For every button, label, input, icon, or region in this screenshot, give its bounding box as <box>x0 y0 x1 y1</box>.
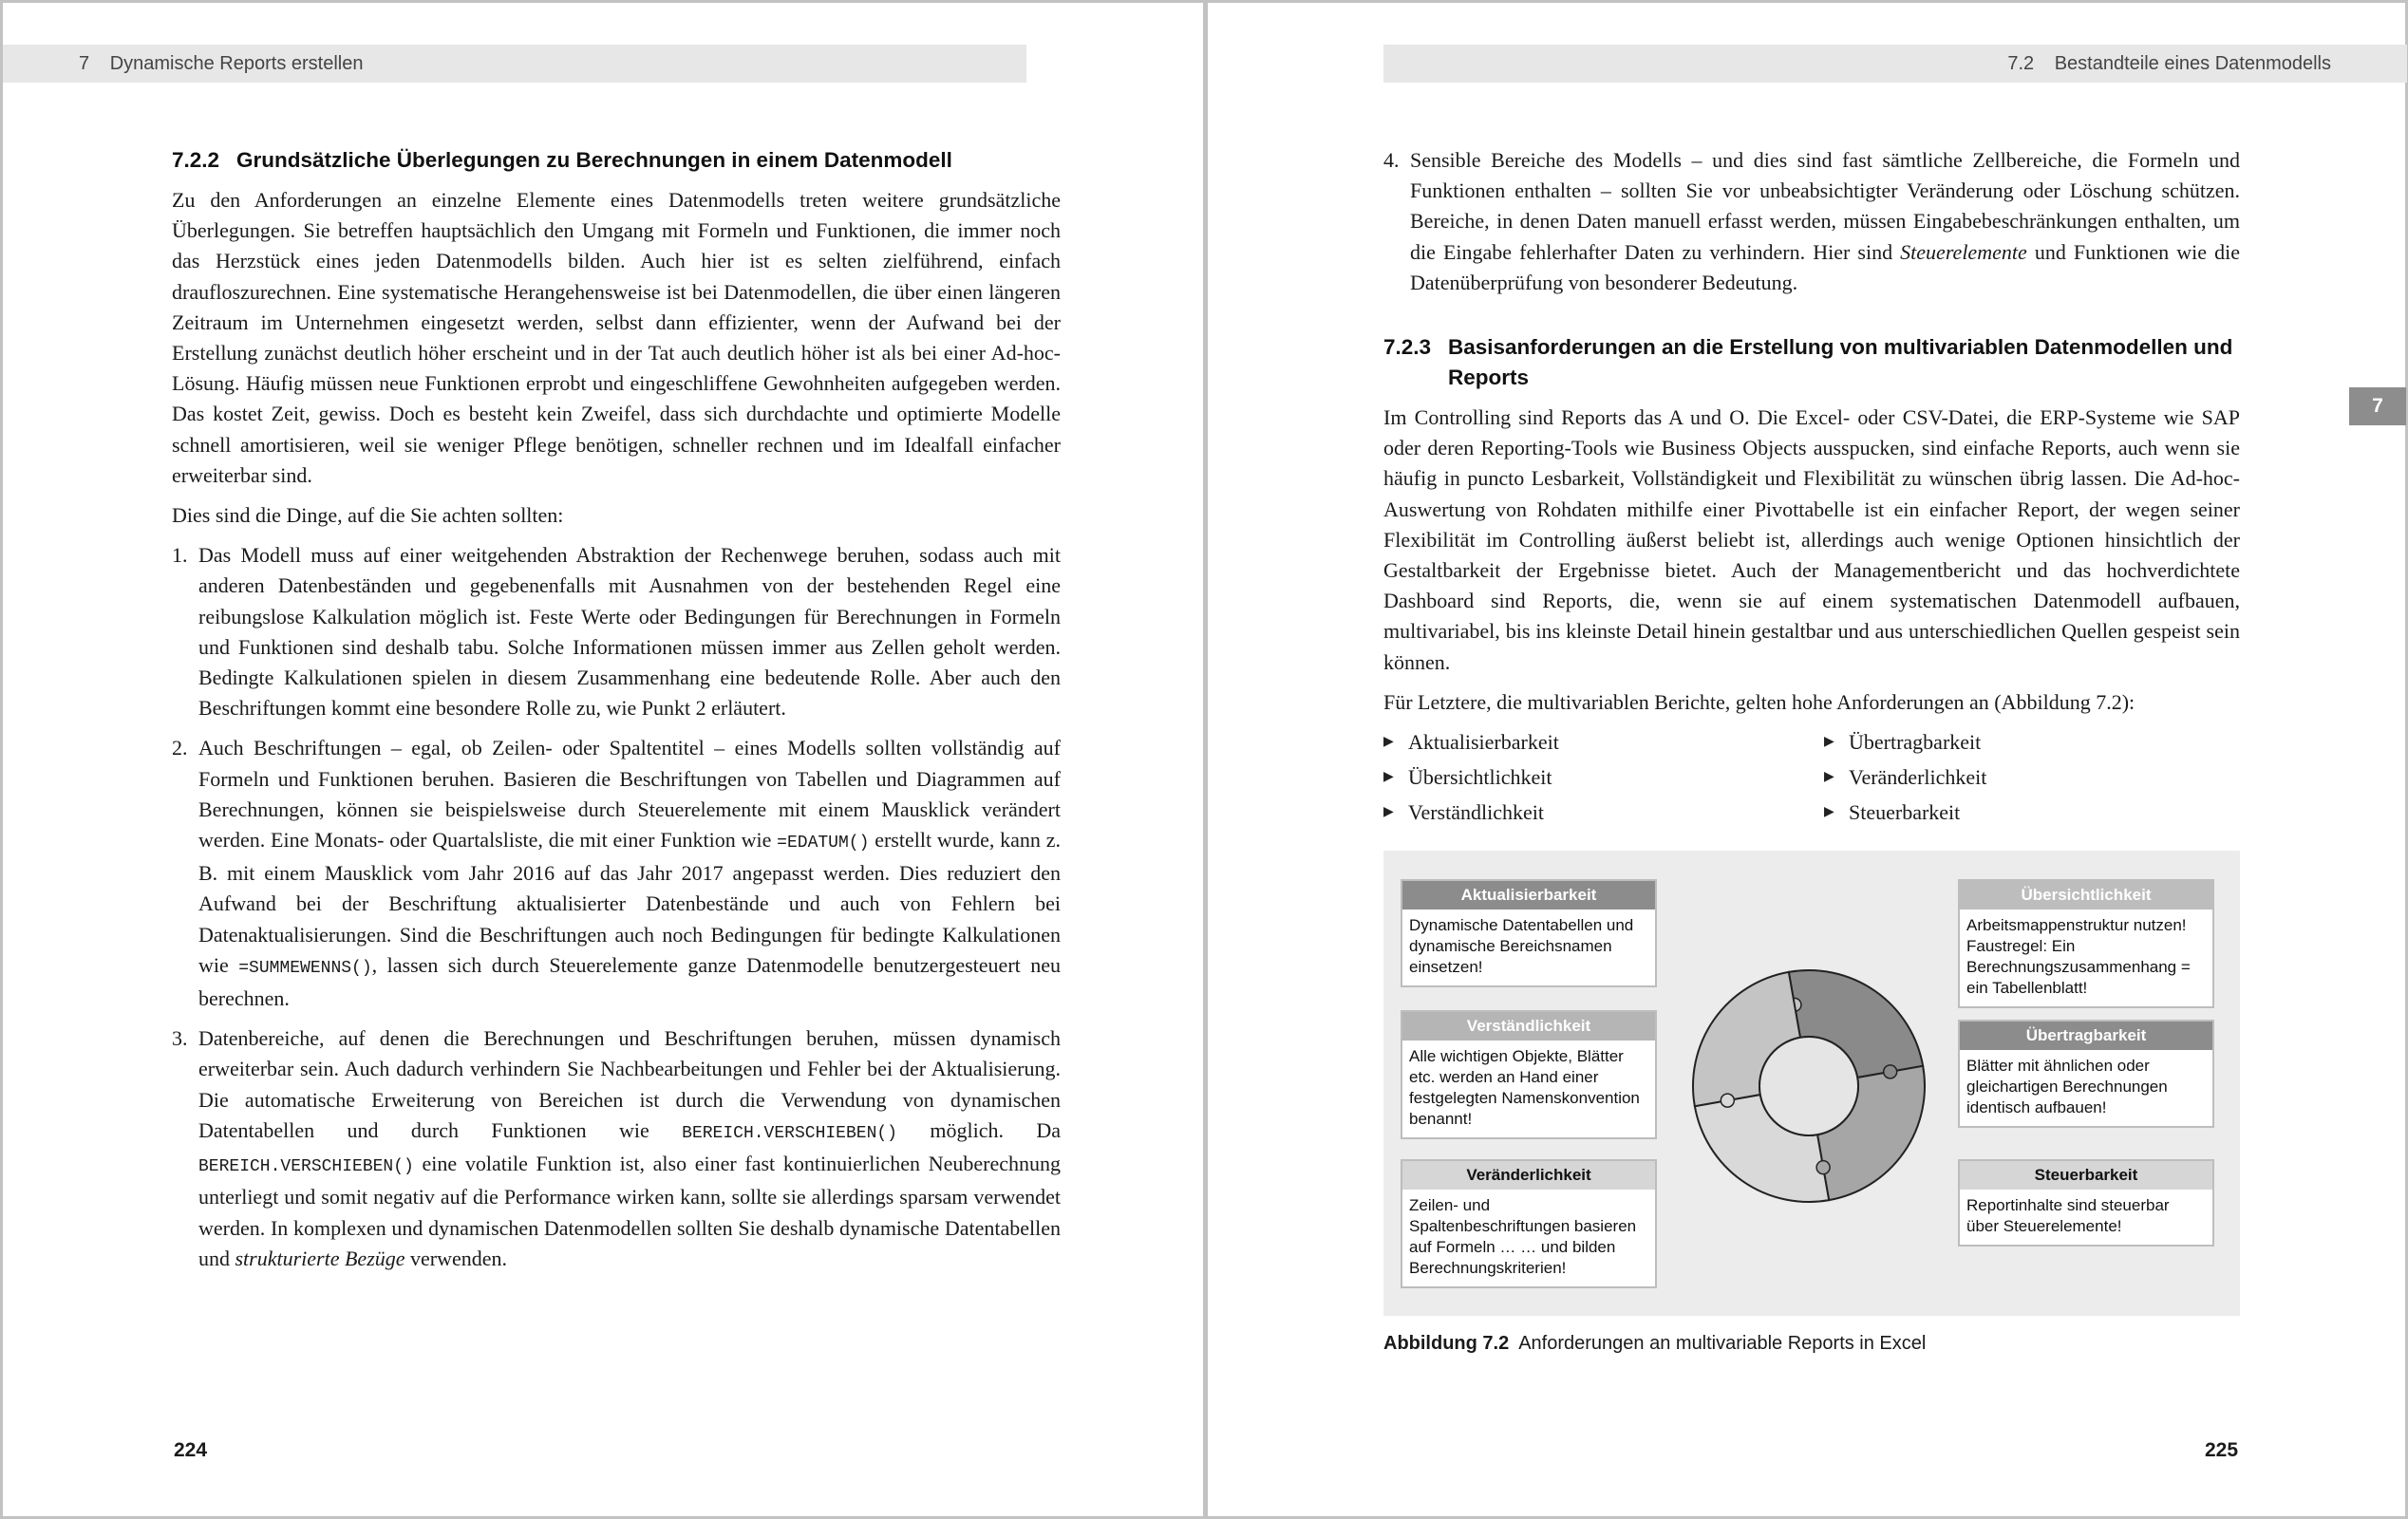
bullet-text: Veränderlichkeit <box>1849 765 1987 790</box>
running-head <box>3 45 1026 83</box>
figure-caption <box>1383 1333 2240 1355</box>
requirement-card <box>1958 879 2214 1008</box>
triangle-bullet-icon: ▶ <box>1383 770 1394 785</box>
right-content <box>1383 145 2240 1355</box>
card-text: Arbeitsmappenstruktur nutzen! Faustregel: Ein Berechnungszusammenhang = ein Tabellenblatt! <box>1966 916 2191 998</box>
list-text: Auch Beschriftungen – egal, ob Zeilen- oder Spaltentitel – eines Modells sollten vollständig auf Formeln und Funktionen beruhen. Basieren die Beschriftungen von Tabellen und Diagrammen auf Berechnungen, können sie beispielsweise durch Steuerelemente mit einem Mausklick verändert werden. Eine Monats- oder Quartalsliste, die mit einer Funktion wie <box>198 736 1061 853</box>
code-function: BEREICH.VERSCHIEBEN() <box>682 1123 897 1143</box>
list-text: verwenden. <box>404 1246 508 1270</box>
left-content <box>172 145 1061 1284</box>
bullet-item <box>1383 797 1824 828</box>
emphasis: strukturierte Bezüge <box>235 1246 405 1270</box>
page-number: 224 <box>174 1439 208 1461</box>
requirement-card <box>1401 879 1657 987</box>
bullet-item <box>1824 727 2240 758</box>
bullet-text: Übersichtlichkeit <box>1408 765 1552 790</box>
figure-requirements <box>1383 851 2240 1316</box>
list-item <box>172 1023 1061 1274</box>
puzzle-ring-graphic <box>1685 963 1932 1210</box>
card-title: Übertragbarkeit <box>1960 1022 2212 1050</box>
code-function: =EDATUM() <box>777 834 870 853</box>
code-function: =SUMMEWENNS() <box>238 958 372 978</box>
bullet-item <box>1824 762 2240 793</box>
puzzle-knob <box>1816 1161 1830 1174</box>
running-head <box>1383 45 2407 83</box>
section-number: 7.2.3 <box>1383 335 1432 360</box>
emphasis: Steuerelemente <box>1900 239 2027 264</box>
bullet-text: Übertragbarkeit <box>1849 730 1982 755</box>
paragraph: Dies sind die Dinge, auf die Sie achten sollten: <box>172 503 564 528</box>
running-head-number: 7 <box>79 53 90 74</box>
section-heading <box>172 145 1061 176</box>
list-number: 2. <box>172 736 188 760</box>
numbered-list <box>1383 145 2240 298</box>
list-text: , lassen sich durch Steuerelemente ganze Datenmodelle benutzergesteuert neu berechnen. <box>198 952 1061 1011</box>
bullet-list <box>1383 727 2240 828</box>
triangle-bullet-icon: ▶ <box>1383 735 1394 750</box>
ring-center <box>1759 1037 1858 1135</box>
paragraph: Zu den Anforderungen an einzelne Elemente eines Datenmodells treten weitere grundsätzliche Überlegungen. Sie betreffen hauptsächlich den Umgang mit Formeln und Funktionen, die immer noch das Herzstück eines jeden Datenmodells bilden. Auch hier ist es selten zielführend, einfach draufloszurechnen. Eine systematische Herangehensweise ist bei Datenmodellen, die über einen längeren Zeitraum im Unternehmen eingesetzt werden, selbst dann effizienter, wenn der Aufwand bei der Erstellung zunächst deutlich höher erscheint und in der Tat auch deutlich höher ist als bei einer Ad-hoc-Lösung. Häufig müssen neue Funktionen erprobt und eingeschliffene Gewohnheiten aufgegeben werden. Das kostet Zeit, gewiss. Doch es besteht kein Zweifel, dass sich durchdachte und optimierte Modelle schnell amortisieren, weil sie weniger Pflege benötigen, schneller rechnen und im Idealfall einfacher erweiterbar sind. <box>172 188 1061 487</box>
list-text: Das Modell muss auf einer weitgehenden Abstraktion der Rechenwege beruhen, sodass auch mit anderen Datenbeständen und gegebenenfalls mit Ausnahmen von der bestehenden Regel eine reibungslose Kalkulation möglich ist. Feste Werte oder Bedingungen für Berechnungen in Formeln und Funktionen sind deshalb tabu. Solche Informationen müssen immer aus Zellen geholt werden. Bedingte Kalkulationen spielen in diesem Zusammenhang eine bedeutende Rolle. Aber auch den Beschriftungen kommt eine besondere Rolle zu, wie Punkt 2 erläutert. <box>198 543 1061 721</box>
triangle-bullet-icon: ▶ <box>1383 805 1394 820</box>
section-title: Grundsätzliche Überlegungen zu Berechnungen in einem Datenmodell <box>236 148 952 172</box>
triangle-bullet-icon: ▶ <box>1824 805 1834 820</box>
list-text: Sensible Bereiche des Modells – und dies sind fast sämtliche Zellbereiche, die Formeln und Funktionen enthalten – sollten Sie vor unbeabsichtigter Veränderung oder Löschung schützen. Bereiche, in denen Daten manuell erfasst werden, müssen Eingabebeschränkungen enthalten, um die Eingabe fehlerhafter Daten zu verhindern. Hier sind <box>1410 148 2240 264</box>
card-text: Blätter mit ähnlichen oder gleichartigen Berechnungen identisch aufbauen! <box>1966 1057 2168 1117</box>
running-head-title: Dynamische Reports erstellen <box>109 53 364 74</box>
list-text: und Funktionen wie die Datenüberprüfung von besonderer Bedeutung. <box>1410 239 2240 294</box>
requirement-card <box>1958 1159 2214 1247</box>
triangle-bullet-icon: ▶ <box>1824 735 1834 750</box>
triangle-bullet-icon: ▶ <box>1824 770 1834 785</box>
puzzle-knob <box>1721 1094 1734 1107</box>
requirement-card <box>1958 1020 2214 1128</box>
list-text: Datenbereiche, auf denen die Berechnungen und Beschriftungen beruhen, müssen dynamisch erweiterbar sein. Auch dadurch verhindern Sie Nachbearbeitungen und Fehler bei der Aktualisierung. Die automatische Erweiterung von Bereichen ist durch die Verwendung von dynamischen Datentabellen und durch Funktionen wie <box>198 1026 1061 1142</box>
list-text: möglich. Da <box>896 1117 1061 1142</box>
code-function: BEREICH.VERSCHIEBEN() <box>198 1157 414 1177</box>
list-item <box>1383 145 2240 298</box>
section-number: 7.2.2 <box>172 148 220 172</box>
list-number: 1. <box>172 543 188 568</box>
chapter-tab: 7 <box>2349 387 2406 425</box>
list-item <box>172 540 1061 723</box>
page-number: 225 <box>2205 1439 2239 1461</box>
card-text: Dynamische Datentabellen und dynamische Bereichsnamen einsetzen! <box>1409 916 1634 977</box>
section-heading <box>1383 332 2240 393</box>
puzzle-ring <box>1693 970 1925 1202</box>
paragraph: Für Letztere, die multivariablen Berichte, gelten hohe Anforderungen an (Abbildung 7.2): <box>1383 689 2135 714</box>
list-text: erstellt wurde, kann z. B. mit einem Mausklick vom Jahr 2016 auf das Jahr 2017 angepasst werden. Dies reduziert den Aufwand bei der Beschriftung aktualisierter Datenbestände und auch von Fehlern bei Datenaktualisierungen. Sind die Beschriftungen auch noch Bedingungen für bedingte Kalkulationen wie <box>198 828 1062 977</box>
section-title: Basisanforderungen an die Erstellung von multivariablen Datenmodellen und Reports <box>1448 335 2233 390</box>
list-number: 3. <box>172 1026 188 1051</box>
paragraph: Im Controlling sind Reports das A und O. Die Excel- oder CSV-Datei, die ERP-Systeme wie SAP oder deren Reporting-Tools wie Business Objects ausspucken, sind einfache Reports, auch wenn sie häufig in puncto Lesbarkeit, Vollständigkeit und Flexibilität zu wünschen übrig lassen. Die Ad-hoc-Auswertung von Rohdaten mithilfe einer Pivottabelle ist ein einfacher Report, der wegen seiner Flexibilität im Controlling äußerst beliebt ist, allerdings auch wenige Optionen hinsichtlich der Gestaltbarkeit der Ergebnisse bietet. Auch der Managementbericht und das hochverdichtete Dashboard sind Reports, die, wenn sie auf einem systematischen Datenmodell aufbauen, multivariabel, bis ins kleinste Detail hinein gestaltbar und aus unterschiedlichen Quellen gespeist sein können. <box>1383 405 2240 674</box>
bullet-item <box>1383 727 1824 758</box>
list-number: 4. <box>1383 148 1400 172</box>
bullet-text: Steuerbarkeit <box>1849 800 1961 825</box>
card-title: Steuerbarkeit <box>1960 1161 2212 1190</box>
puzzle-knob <box>1884 1065 1897 1078</box>
card-title: Verständlichkeit <box>1402 1012 1655 1041</box>
bullet-item <box>1383 762 1824 793</box>
requirement-card <box>1401 1010 1657 1139</box>
card-title: Übersichtlichkeit <box>1960 881 2212 910</box>
card-text: Zeilen- und Spaltenbeschriftungen basieren auf Formeln … … und bilden Berechnungskriterien! <box>1409 1196 1637 1278</box>
list-text: eine volatile Funktion ist, also einer fast kontinuierlichen Neuberechnung unterliegt und somit negativ auf die Performance wirken kann, sollte sie allerdings sparsam verwendet werden. In komplexen und dynamischen Datenmodellen sollten Sie deshalb dynamische Datentabellen und <box>198 1152 1061 1270</box>
caption-text: Anforderungen an multivariable Reports in Excel <box>1518 1333 1927 1355</box>
numbered-list <box>172 540 1061 1274</box>
caption-label: Abbildung 7.2 <box>1383 1333 1510 1355</box>
running-head-number: 7.2 <box>2007 53 2035 74</box>
list-item <box>172 733 1061 1014</box>
right-page <box>1204 0 2408 1519</box>
bullet-text: Verständlichkeit <box>1408 800 1544 825</box>
bullet-item <box>1824 797 2240 828</box>
card-text: Alle wichtigen Objekte, Blätter etc. werden an Hand einer festgelegten Namenskonvention benannt! <box>1409 1047 1640 1129</box>
card-text: Reportinhalte sind steuerbar über Steuerelemente! <box>1966 1196 2170 1236</box>
card-title: Veränderlichkeit <box>1402 1161 1655 1190</box>
requirement-card <box>1401 1159 1657 1288</box>
card-title: Aktualisierbarkeit <box>1402 881 1655 910</box>
running-head-title: Bestandteile eines Datenmodells <box>2054 53 2331 74</box>
bullet-text: Aktualisierbarkeit <box>1408 730 1559 755</box>
